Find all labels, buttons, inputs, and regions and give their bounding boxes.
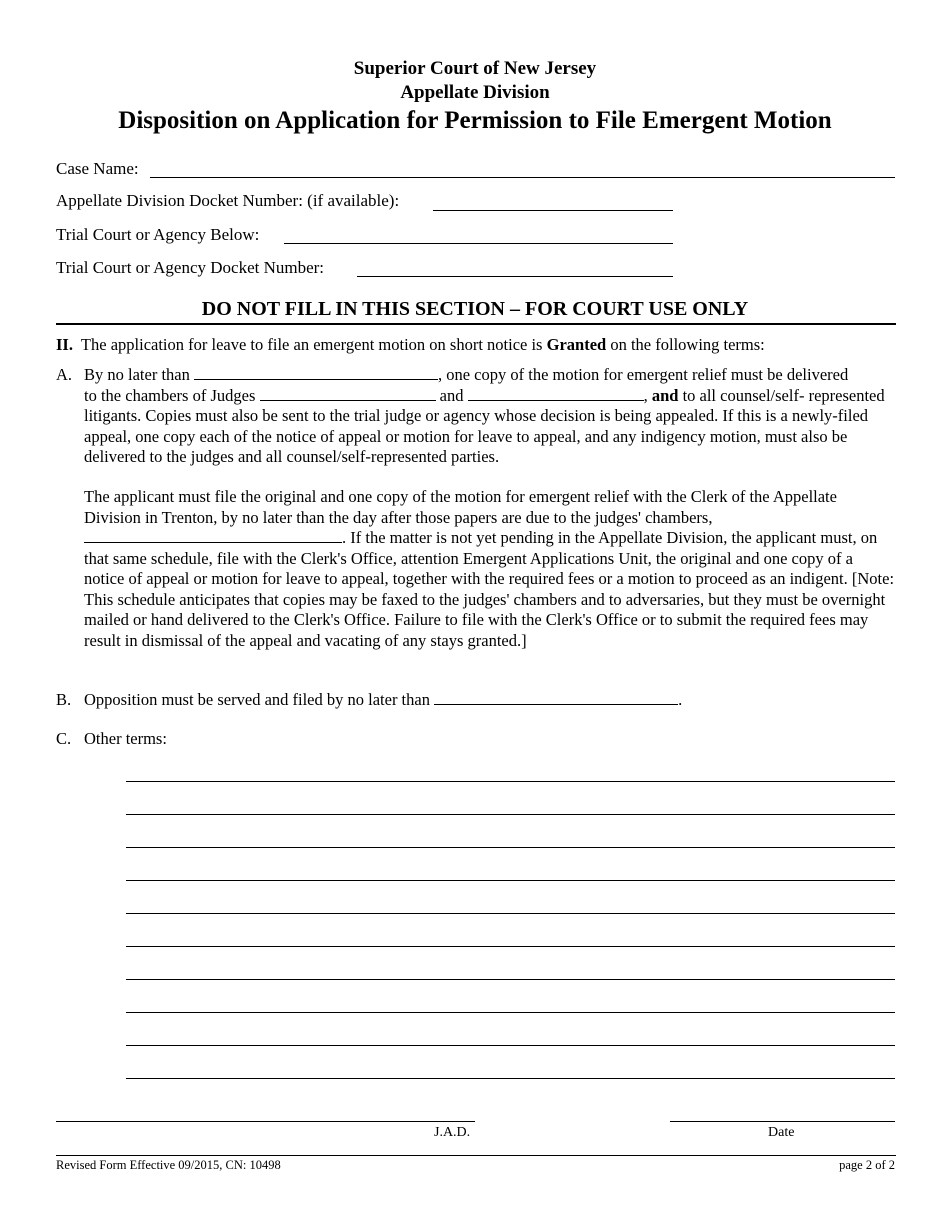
court-use-heading: DO NOT FILL IN THIS SECTION – FOR COURT USE ONLY bbox=[201, 298, 749, 320]
filing-date-blank[interactable] bbox=[84, 529, 342, 543]
other-terms-line[interactable] bbox=[126, 1078, 895, 1079]
item-a-letter: A. bbox=[56, 365, 73, 384]
form-title: Disposition on Application for Permission to File Emergent Motion bbox=[118, 107, 832, 134]
item-a-paragraph-2 bbox=[84, 487, 896, 651]
item-a-text: , one copy of the motion for emergent relief must be delivered bbox=[437, 365, 849, 384]
item-a-text: The applicant must file the original and one copy of the motion for emergent relief with the Clerk of the Appellate Division in Trenton, by no later than the day after those papers are due to the judges' chambers, bbox=[84, 487, 837, 527]
other-terms-line[interactable] bbox=[126, 880, 895, 881]
item-a-text: to all counsel/self- bbox=[682, 385, 805, 405]
trial-court-label: Trial Court or Agency Below: bbox=[56, 225, 260, 244]
other-terms-line[interactable] bbox=[126, 979, 895, 980]
date-caption: Date bbox=[768, 1125, 795, 1140]
jad-caption: J.A.D. bbox=[434, 1125, 471, 1140]
other-terms-line[interactable] bbox=[126, 913, 895, 914]
section-ii bbox=[56, 335, 896, 356]
item-b-letter: B. bbox=[56, 690, 72, 709]
item-a-text: By no later than bbox=[84, 365, 190, 384]
other-terms-line[interactable] bbox=[126, 1012, 895, 1013]
other-terms-line[interactable] bbox=[126, 946, 895, 947]
granted-text: Granted bbox=[546, 335, 607, 354]
item-b-label: Opposition must be served and filed by no later than bbox=[84, 690, 430, 709]
other-terms-line[interactable] bbox=[126, 847, 895, 848]
date-signature-line[interactable] bbox=[670, 1121, 895, 1122]
case-name-input[interactable] bbox=[150, 160, 895, 178]
page-number: page 2 of 2 bbox=[839, 1158, 895, 1172]
docket-number-input[interactable] bbox=[433, 193, 673, 211]
judge-signature-line[interactable] bbox=[56, 1121, 475, 1122]
item-c-letter: C. bbox=[56, 729, 72, 748]
section-ii-text-after: on the following terms: bbox=[610, 335, 765, 354]
trial-court-input[interactable] bbox=[284, 226, 673, 244]
delivery-date-blank[interactable] bbox=[194, 366, 438, 380]
footer-divider bbox=[56, 1155, 896, 1156]
section-ii-text: The application for leave to file an emergent motion on short notice is bbox=[80, 335, 543, 354]
item-a-text: represented litigants. Copies must also be sent to the trial judge or agency whose decision is being appealed. If this is a newly-filed appeal, one copy each of the notice of appeal or motion for leave to appeal, and any indigency motion, must also be delivered to the judges and all counsel/self-represented parties. bbox=[84, 385, 885, 466]
docket-number-label: Appellate Division Docket Number: (if available): bbox=[56, 191, 400, 210]
item-a-text: and bbox=[439, 385, 464, 405]
court-use-divider bbox=[56, 323, 896, 325]
other-terms-line[interactable] bbox=[126, 781, 895, 782]
trial-docket-label: Trial Court or Agency Docket Number: bbox=[56, 258, 325, 277]
item-c-text: Other terms: bbox=[84, 729, 167, 748]
judge-1-blank[interactable] bbox=[260, 387, 436, 401]
trial-docket-input[interactable] bbox=[357, 259, 673, 277]
judge-2-blank[interactable] bbox=[468, 387, 644, 401]
item-a-text: to the chambers of Judges bbox=[84, 385, 256, 405]
and-bold-text: and bbox=[651, 385, 679, 405]
item-b-period: . bbox=[678, 690, 683, 709]
division-name: Appellate Division bbox=[400, 82, 550, 103]
other-terms-line[interactable] bbox=[126, 814, 895, 815]
revision-note: Revised Form Effective 09/2015, CN: 10498 bbox=[56, 1158, 281, 1172]
opposition-date-blank[interactable] bbox=[434, 691, 678, 705]
other-terms-line[interactable] bbox=[126, 1045, 895, 1046]
court-name: Superior Court of New Jersey bbox=[353, 58, 597, 79]
item-a-paragraph-1: By no later than , one copy of the motion for emergent relief must be delivered to the chambers of Judges and , and to all counsel/self- represented litigants. Copies must also be sent to the trial judge or agency whose decision is being appealed. If this is a newly-filed appeal, one copy each of the notice of appeal or motion for leave to appeal, and any indigency motion, must also be delivered to the judges and all counsel/self-represented parties. bbox=[84, 365, 885, 466]
section-ii-number: II. bbox=[56, 335, 73, 354]
item-a-text: . If the matter is not yet pending in the Appellate Division, the applicant must, on that same schedule, file with the Clerk's Office, attention Emergent Applications Unit, the original and one copy of a notice of appeal or motion for leave to appeal, together with the required fees or a motion to proceed as an indigent. [Note: This schedule anticipates that copies may be faxed to the judges' chambers and to adversaries, but they must be overnight mailed or hand delivered to the Clerk's Office. Failure to file with the Clerk's Office or to submit the required fees may result in dismissal of the appeal and vacating of any stays granted.] bbox=[84, 528, 895, 650]
item-b-text bbox=[84, 690, 896, 711]
case-name-label: Case Name: bbox=[56, 159, 139, 178]
